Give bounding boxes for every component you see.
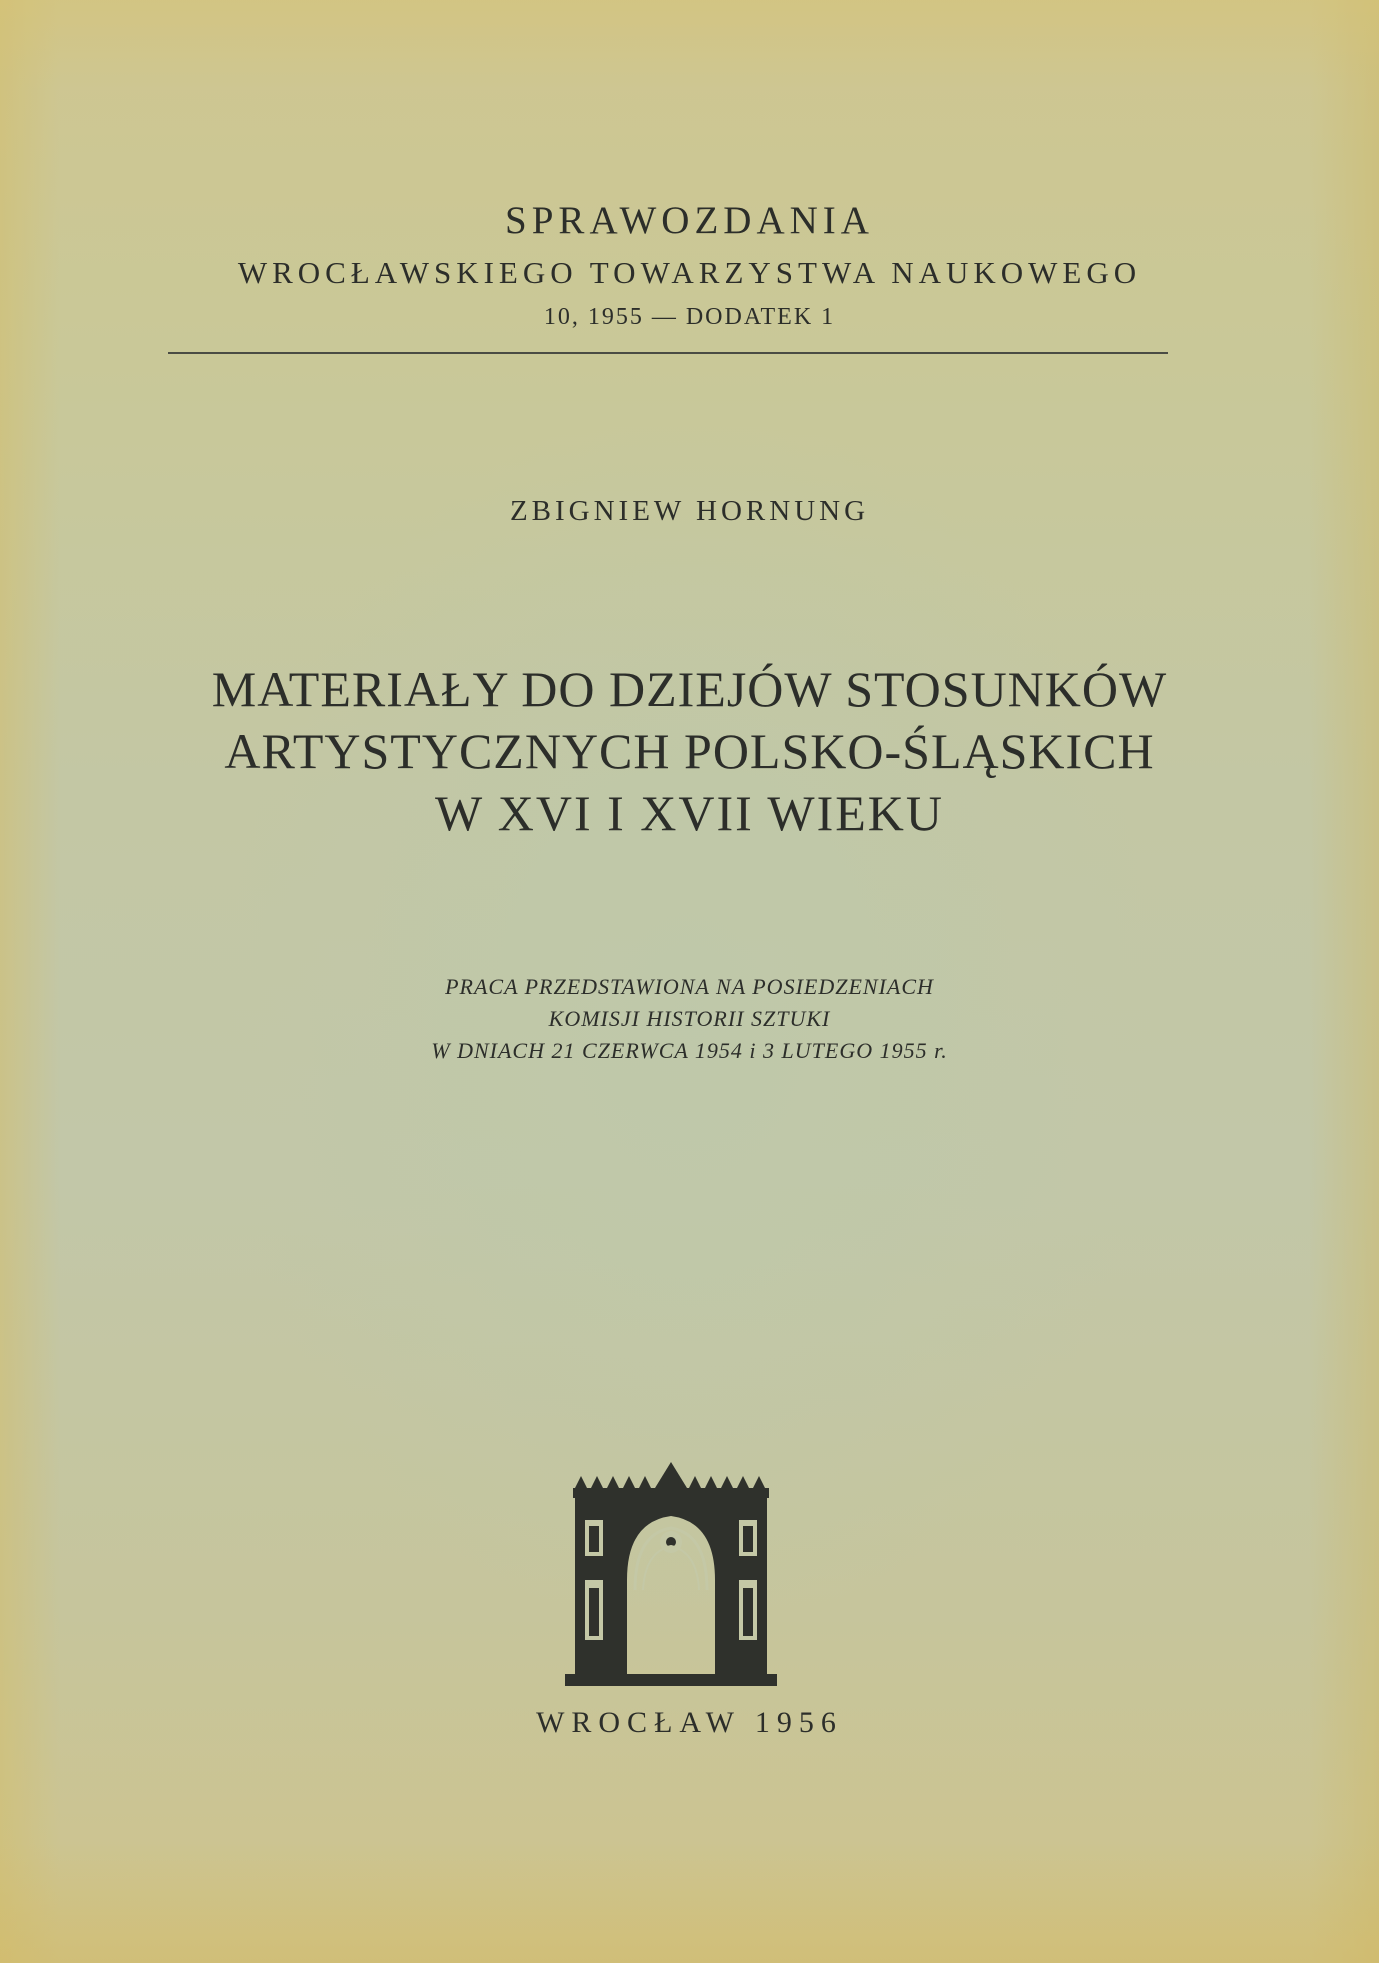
title-line: ARTYSTYCZNYCH POLSKO-ŚLĄSKICH — [224, 723, 1155, 779]
series-title: SPRAWOZDANIA — [505, 199, 874, 242]
paper-edge-top — [0, 0, 1379, 90]
volume-info: 10, 1955 — DODATEK 1 — [543, 304, 836, 330]
paper-edge-bottom — [0, 1843, 1379, 1963]
presentation-note-line: W DNIACH 21 CZERWCA 1954 i 3 LUTEGO 1955 r. — [431, 1038, 948, 1063]
presentation-note-line: KOMISJI HISTORII SZTUKI — [548, 1006, 831, 1031]
header-rule — [168, 352, 1168, 354]
presentation-note-line: PRACA PRZEDSTAWIONA NA POSIEDZENIACH — [445, 974, 934, 999]
society-name: WROCŁAWSKIEGO TOWARZYSTWA NAUKOWEGO — [237, 255, 1142, 290]
title-line: MATERIAŁY DO DZIEJÓW STOSUNKÓW — [211, 661, 1168, 717]
gothic-portal-emblem-icon — [565, 1460, 777, 1700]
title-line: W XVI I XVII WIEKU — [434, 785, 945, 841]
place-year: WROCŁAW 1956 — [536, 1706, 843, 1739]
author-name: ZBIGNIEW HORNUNG — [509, 495, 870, 527]
